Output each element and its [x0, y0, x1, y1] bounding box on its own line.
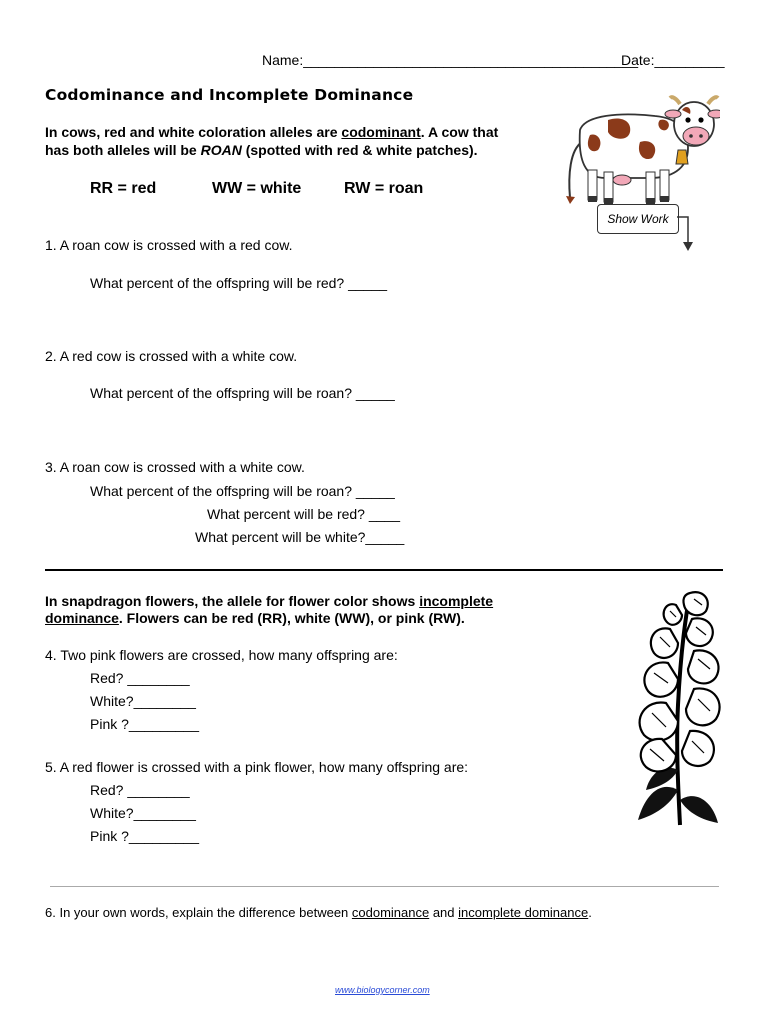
footer-link[interactable]: www.biologycorner.com [335, 985, 430, 995]
genotype-roan: RW = roan [344, 180, 424, 197]
question-5-red: Red? ________ [90, 782, 190, 798]
cow-intro-text: (spotted with red & white patches). [241, 142, 478, 158]
flower-intro-text: . Flowers can be red (RR), white (WW), or pink (RW). [118, 610, 465, 626]
question-6-divider [50, 886, 719, 887]
question-3-sub-red: What percent will be red? ____ [207, 506, 400, 522]
cow-intro-line2 [45, 142, 478, 158]
question-2-sub: What percent of the offspring will be roan? _____ [90, 385, 395, 401]
show-work-arrow-icon [676, 215, 696, 255]
genotype-red: RR = red [90, 180, 157, 197]
question-4-prompt: 4. Two pink flowers are crossed, how many offspring are: [45, 647, 398, 663]
question-6-text: and [429, 905, 459, 920]
question-6-text: 6. In your own words, explain the difference between [45, 905, 352, 920]
question-6-prompt [45, 905, 592, 920]
cow-intro-line1 [45, 124, 498, 140]
question-2-prompt: 2. A red cow is crossed with a white cow. [45, 348, 298, 364]
incomplete-term: incomplete [419, 593, 494, 609]
name-field-label: Name:___________________________________________ [262, 52, 639, 68]
incomplete-dominance-term: incomplete dominance [458, 905, 589, 920]
dominance-term: dominance [45, 610, 119, 626]
show-work-box [597, 204, 679, 234]
flower-intro-line1 [45, 593, 493, 609]
question-4-white: White?________ [90, 693, 196, 709]
flower-intro-text: In snapdragon flowers, the allele for flower color shows [45, 593, 420, 609]
roan-term: ROAN [200, 142, 242, 158]
question-1-prompt: 1. A roan cow is crossed with a red cow. [45, 237, 293, 253]
question-6-text: . [588, 905, 592, 920]
page-title: Codominance and Incomplete Dominance [45, 86, 414, 104]
show-work-label: Show Work [607, 212, 669, 226]
codominant-term: codominant [341, 124, 421, 140]
cow-intro-text: In cows, red and white coloration alleles are [45, 124, 342, 140]
cow-intro-text: . A cow that [420, 124, 499, 140]
question-1-sub: What percent of the offspring will be red? _____ [90, 275, 388, 291]
codominance-term: codominance [351, 905, 430, 920]
flower-intro-line2 [45, 610, 465, 626]
genotype-white: WW = white [212, 180, 302, 197]
snapdragon-illustration [620, 585, 728, 835]
question-3-sub-white: What percent will be white?_____ [195, 529, 405, 545]
cow-intro-text: has both alleles will be [45, 142, 201, 158]
question-5-pink: Pink ?_________ [90, 828, 199, 844]
question-5-white: White?________ [90, 805, 196, 821]
question-3-prompt: 3. A roan cow is crossed with a white cow. [45, 459, 305, 475]
question-5-prompt: 5. A red flower is crossed with a pink flower, how many offspring are: [45, 759, 469, 775]
question-3-sub-roan: What percent of the offspring will be roan? _____ [90, 483, 395, 499]
section-divider [45, 569, 723, 571]
question-4-pink: Pink ?_________ [90, 716, 199, 732]
cow-illustration [560, 90, 720, 215]
question-4-red: Red? ________ [90, 670, 190, 686]
date-field-label: Date:_________ [621, 52, 725, 68]
